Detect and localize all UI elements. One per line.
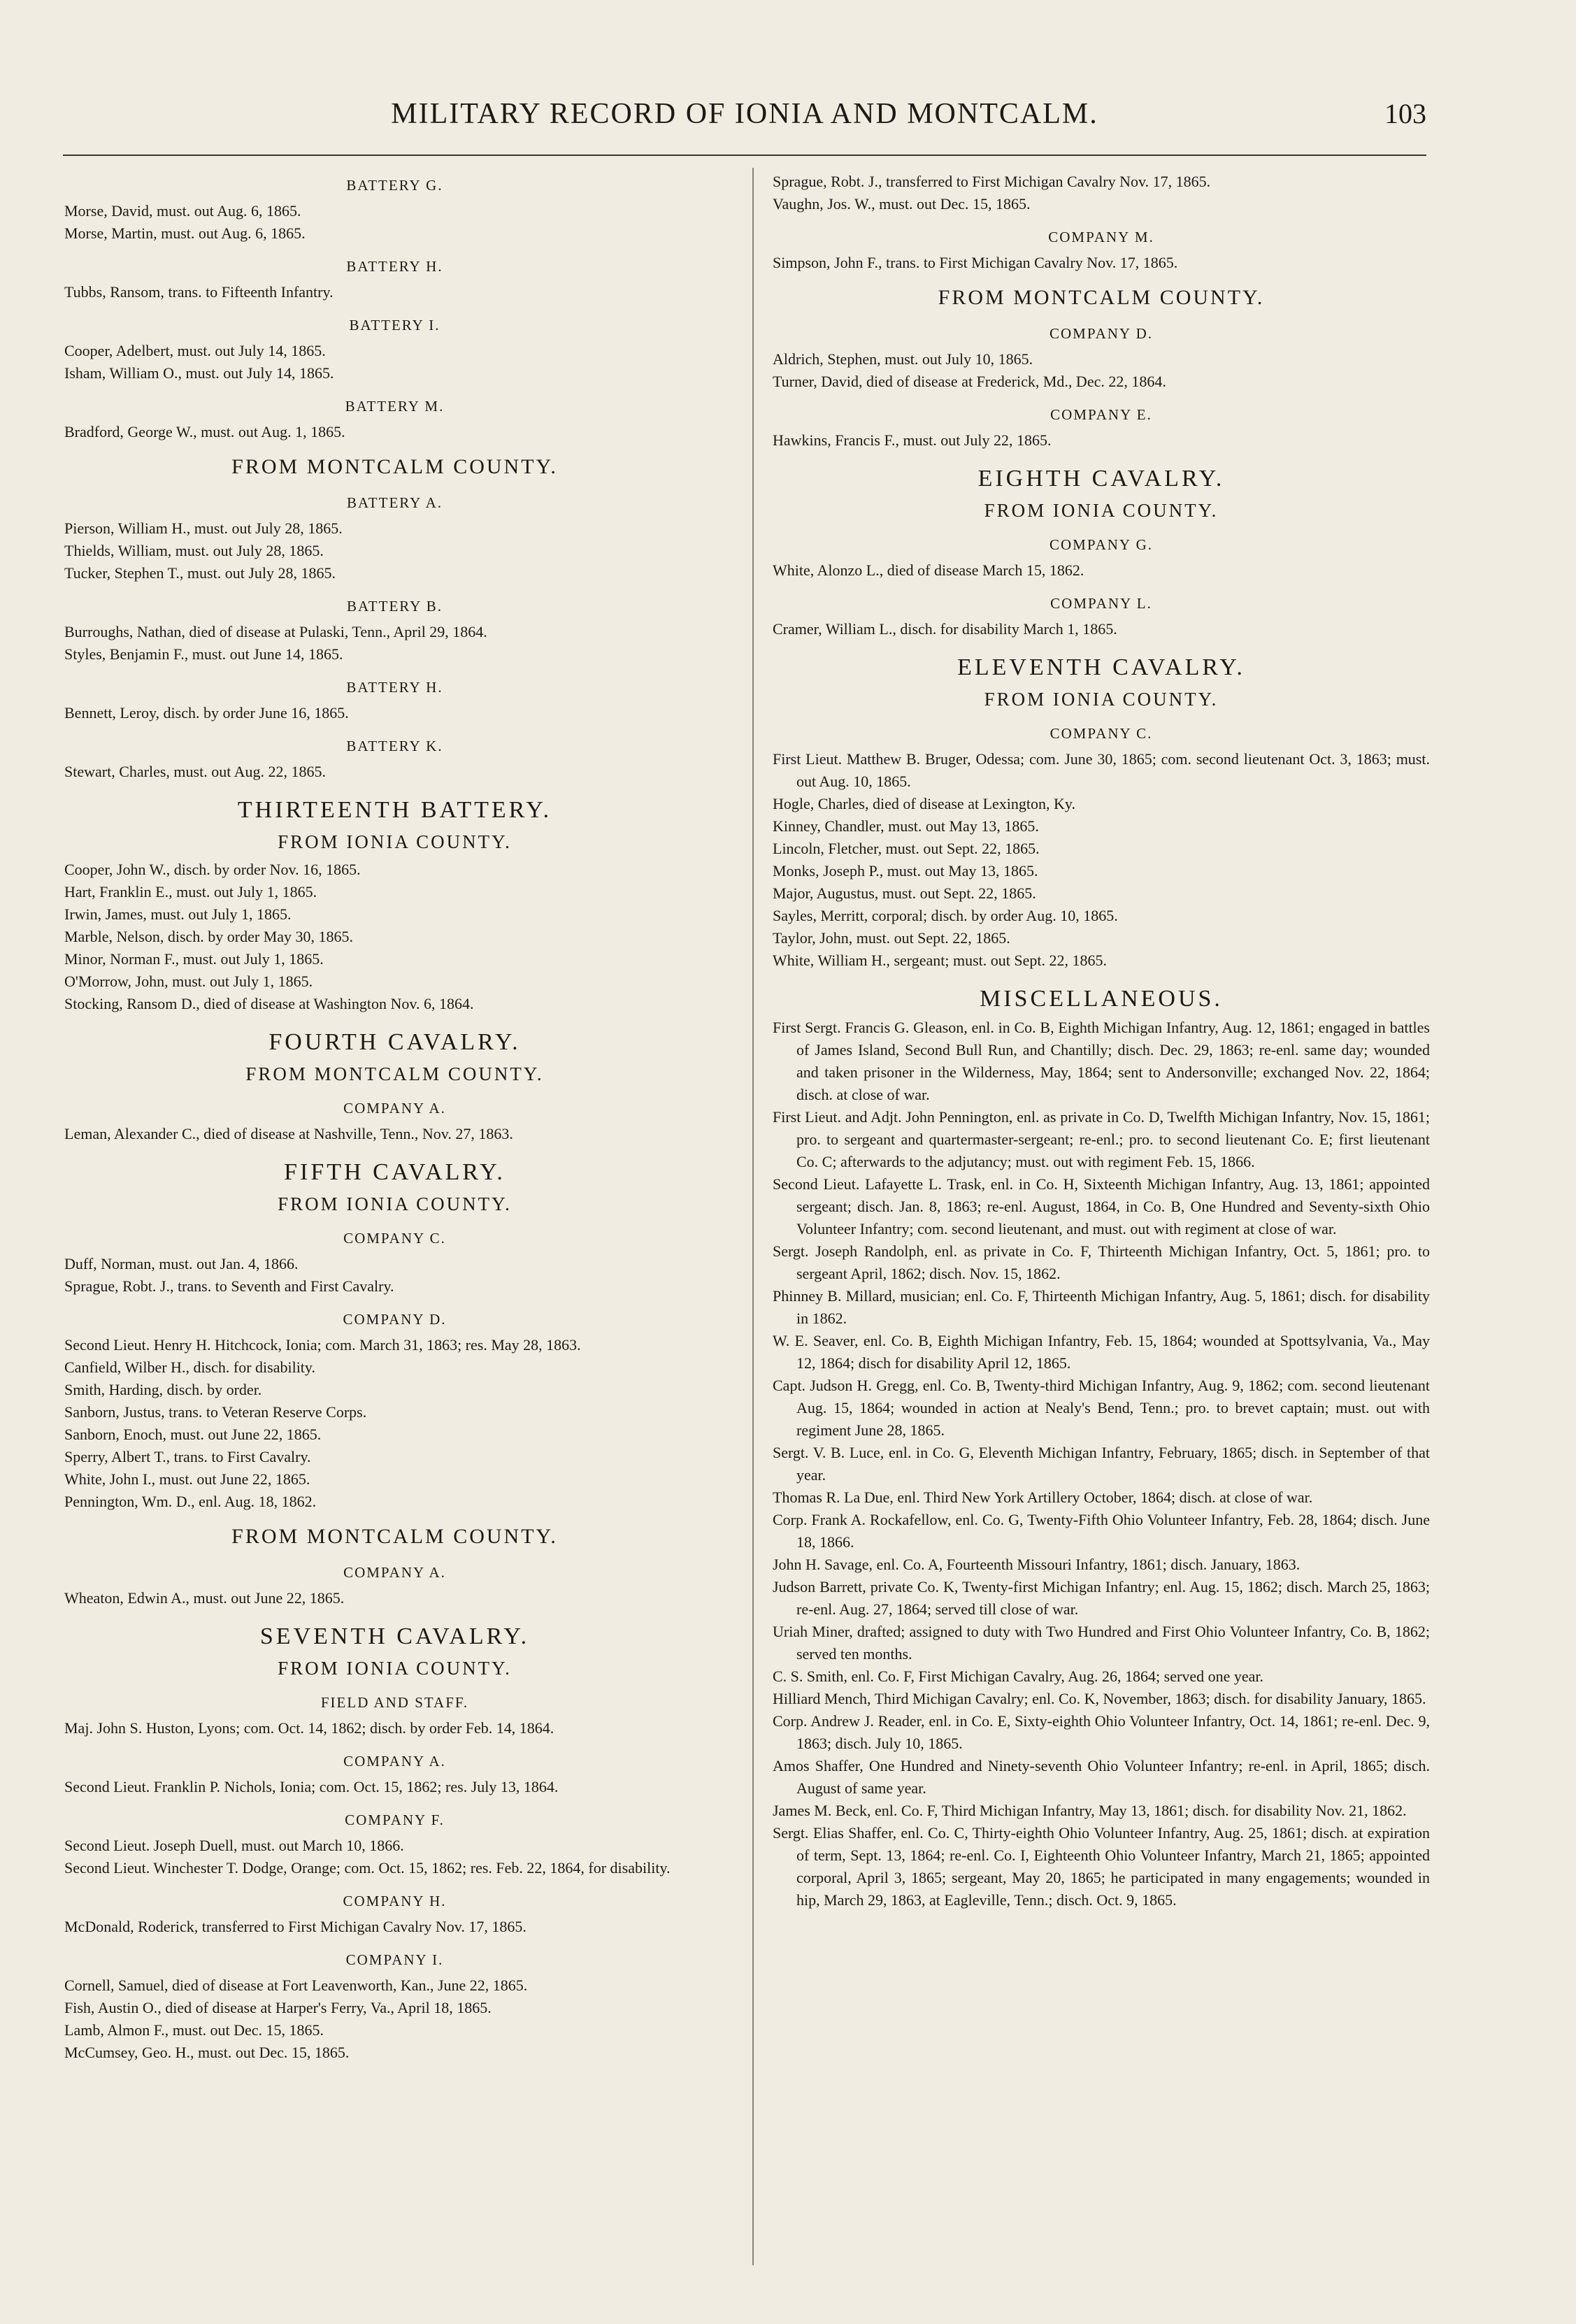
company-heading: BATTERY G. [346,177,443,194]
record-entry: Tubbs, Ransom, trans. to Fifteenth Infantry. [64,283,334,301]
company-heading: COMPANY F. [345,1812,445,1828]
record-entry: Leman, Alexander C., died of disease at Nashville, Tenn., Nov. 27, 1863. [64,1125,513,1142]
record-entry: Hawkins, Francis F., must. out July 22, 1865. [773,431,1052,449]
record-entry: Bradford, George W., must. out Aug. 1, 1865. [64,423,345,440]
company-heading: COMPANY A. [343,1564,446,1581]
county-heading: FROM MONTCALM COUNTY. [938,286,1265,309]
record-entry: Corp. Andrew J. Reader, enl. in Co. E, Sixty-eighth Ohio Volunteer Infantry, Oct. 14, 1861; re-enl. Dec. 9, 1863; disch. July 10, 1865. [773,1712,1430,1752]
company-heading: COMPANY C. [1050,725,1153,742]
record-entry: Sanborn, Enoch, must. out June 22, 1865. [64,1426,322,1443]
company-heading: COMPANY A. [343,1753,446,1770]
unit-heading: MISCELLANEOUS. [980,986,1223,1012]
record-entry: Wheaton, Edwin A., must. out June 22, 1865. [64,1589,345,1607]
company-heading: BATTERY B. [346,598,443,615]
record-entry: Thomas R. La Due, enl. Third New York Artillery October, 1864; disch. at close of war. [773,1489,1313,1506]
record-entry: McCumsey, Geo. H., must. out Dec. 15, 1865. [64,2044,350,2061]
record-entry: Canfield, Wilber H., disch. for disability. [64,1358,315,1376]
record-entry: Kinney, Chandler, must. out May 13, 1865. [773,817,1039,835]
record-entry: Isham, William O., must. out July 14, 1865. [64,364,334,382]
record-entry: Hart, Franklin E., must. out July 1, 1865. [64,883,317,901]
record-entry: Pennington, Wm. D., enl. Aug. 18, 1862. [64,1493,317,1510]
record-entry: Simpson, John F., trans. to First Michigan Cavalry Nov. 17, 1865. [773,254,1178,271]
county-heading: FROM IONIA COUNTY. [984,689,1219,710]
record-entry: Cooper, Adelbert, must. out July 14, 1865. [64,342,326,359]
company-heading: COMPANY D. [343,1311,447,1328]
record-entry: Cooper, John W., disch. by order Nov. 16, 1865. [64,861,361,878]
company-heading: COMPANY A. [343,1100,446,1117]
record-entry: Uriah Miner, drafted; assigned to duty with Two Hundred and First Ohio Volunteer Infantry, Co. B, 1862; served ten months. [773,1623,1430,1663]
record-entry: Amos Shaffer, One Hundred and Ninety-seventh Ohio Volunteer Infantry; re-enl. in April, 1865; disch. August of same year. [773,1757,1430,1797]
record-entry: W. E. Seaver, enl. Co. B, Eighth Michigan Infantry, Feb. 15, 1864; wounded at Spottsylvania, Va., May 12, 1864; disch for disability April 12, 1865. [773,1332,1430,1372]
record-entry: White, John I., must. out June 22, 1865. [64,1470,310,1488]
record-entry: Aldrich, Stephen, must. out July 10, 1865. [773,350,1033,368]
record-entry: Tucker, Stephen T., must. out July 28, 1865. [64,564,336,582]
county-heading: FROM MONTCALM COUNTY. [231,455,558,478]
record-entry: Burroughs, Nathan, died of disease at Pulaski, Tenn., April 29, 1864. [64,623,487,640]
record-entry: Monks, Joseph P., must. out May 13, 1865. [773,862,1038,880]
record-entry: Styles, Benjamin F., must. out June 14, 1865. [64,645,343,663]
record-entry: Capt. Judson H. Gregg, enl. Co. B, Twenty-third Michigan Infantry, Aug. 9, 1862; com. second lieutenant Aug. 15, 1864; wounded in action at Nealy's Bend, Tenn.; pro. to brevet captain; must. out with regiment June 28, 1865. [773,1377,1430,1439]
record-entry: Taylor, John, must. out Sept. 22, 1865. [773,929,1010,947]
record-entry: White, Alonzo L., died of disease March 15, 1862. [773,561,1084,579]
county-heading: FROM IONIA COUNTY. [278,1658,512,1679]
record-entry: Corp. Frank A. Rockafellow, enl. Co. G, Twenty-Fifth Ohio Volunteer Infantry, Feb. 28, 1864; disch. June 18, 1866. [773,1511,1430,1551]
record-entry: Stewart, Charles, must. out Aug. 22, 1865. [64,763,326,780]
company-heading: COMPANY I. [345,1951,444,1968]
left-column [64,171,725,2064]
record-entry: Morse, David, must. out Aug. 6, 1865. [64,202,301,220]
record-entry: Sayles, Merritt, corporal; disch. by order Aug. 10, 1865. [773,907,1118,924]
record-entry: Phinney B. Millard, musician; enl. Co. F, Thirteenth Michigan Infantry, Aug. 5, 1861; disch. for disability in 1862. [773,1287,1430,1327]
record-entry: Vaughn, Jos. W., must. out Dec. 15, 1865. [773,195,1031,213]
record-entry: Judson Barrett, private Co. K, Twenty-first Michigan Infantry; enl. Aug. 15, 1862; disch. March 25, 1863; re-enl. Aug. 27, 1864; served till close of war. [773,1578,1430,1618]
record-entry: Hilliard Mench, Third Michigan Cavalry; enl. Co. K, November, 1863; disch. for disability January, 1865. [773,1690,1426,1707]
company-heading: COMPANY L. [1050,595,1152,612]
company-heading: BATTERY K. [346,738,443,754]
record-entry: First Sergt. Francis G. Gleason, enl. in Co. B, Eighth Michigan Infantry, Aug. 12, 1861; engaged in battles of James Island, Second Bull Run, and Chantilly; disch. Dec. 29, 1863; re-enl. same day; wounded and taken prisoner in the Wilderness, May, 1864; sent to Andersonville; exchanged Nov. 22, 1864; disch. at close of war. [773,1019,1430,1103]
record-entry: Maj. John S. Huston, Lyons; com. Oct. 14, 1862; disch. by order Feb. 14, 1864. [64,1719,554,1737]
record-entry: Pierson, William H., must. out July 28, 1865. [64,519,343,537]
page-header [63,94,1426,143]
company-heading: BATTERY M. [345,398,445,415]
company-heading: COMPANY E. [1050,406,1152,423]
record-entry: First Lieut. Matthew B. Bruger, Odessa; com. June 30, 1865; com. second lieutenant Oct. 3, 1863; must. out Aug. 10, 1865. [773,750,1430,790]
record-entry: Second Lieut. Joseph Duell, must. out March 10, 1866. [64,1837,404,1854]
record-entry: Minor, Norman F., must. out July 1, 1865. [64,950,324,968]
record-entry: Bennett, Leroy, disch. by order June 16, 1865. [64,704,349,722]
record-entry: John H. Savage, enl. Co. A, Fourteenth Missouri Infantry, 1861; disch. January, 1863. [773,1556,1301,1573]
page-title: MILITARY RECORD OF IONIA AND MONTCALM. [391,98,1098,130]
record-entry: White, William H., sergeant; must. out Sept. 22, 1865. [773,952,1107,969]
county-heading: FROM IONIA COUNTY. [984,500,1219,521]
record-entry: Hogle, Charles, died of disease at Lexington, Ky. [773,795,1075,812]
unit-heading: SEVENTH CAVALRY. [259,1623,530,1649]
record-entry: James M. Beck, enl. Co. F, Third Michigan Infantry, May 13, 1861; disch. for disability Nov. 21, 1862. [773,1802,1407,1819]
record-entry: Second Lieut. Lafayette L. Trask, enl. in Co. H, Sixteenth Michigan Infantry, Aug. 13, 1861; appointed sergeant; disch. Jan. 8, 1863; re-enl. August, 1864, in Co. B, One Hundred and Seventy-sixth Ohio Volunteer Infantry; com. second lieutenant, and must. out with regiment at close of war. [773,1175,1430,1238]
record-entry: Lamb, Almon F., must. out Dec. 15, 1865. [64,2021,324,2039]
company-heading: COMPANY H. [343,1893,447,1909]
page-number: 103 [1384,98,1426,129]
record-entry: Major, Augustus, must. out Sept. 22, 1865. [773,884,1036,902]
unit-heading: FOURTH CAVALRY. [268,1029,521,1055]
company-heading: BATTERY H. [346,258,443,275]
record-entry: Sperry, Albert T., trans. to First Cavalry. [64,1448,311,1465]
company-heading: BATTERY A. [346,494,443,511]
company-heading: COMPANY M. [1048,229,1154,245]
record-entry: Cramer, William L., disch. for disability March 1, 1865. [773,620,1117,638]
record-entry: Sanborn, Justus, trans. to Veteran Reserve Corps. [64,1403,367,1421]
record-entry: Sprague, Robt. J., trans. to Seventh and First Cavalry. [64,1277,394,1295]
header-rule [63,155,1426,156]
record-entry: O'Morrow, John, must. out July 1, 1865. [64,973,313,990]
record-entry: McDonald, Roderick, transferred to First Michigan Cavalry Nov. 17, 1865. [64,1918,526,1935]
record-entry: Lincoln, Fletcher, must. out Sept. 22, 1865. [773,840,1040,857]
record-entry: First Lieut. and Adjt. John Pennington, enl. as private in Co. D, Twelfth Michigan Infantry, Nov. 15, 1861; pro. to sergeant and quartermaster-sergeant; re-enl.; pro. to second lieutenant Co. E; first lieutenant Co. C; afterwards to the adjutancy; must. out with regiment Feb. 15, 1866. [773,1108,1430,1170]
unit-heading: ELEVENTH CAVALRY. [957,654,1245,680]
record-entry: Thields, William, must. out July 28, 1865. [64,542,324,559]
unit-heading: FIFTH CAVALRY. [284,1159,506,1185]
company-heading: BATTERY H. [346,679,443,696]
right-column [773,171,1430,1911]
record-entry: Morse, Martin, must. out Aug. 6, 1865. [64,224,306,242]
record-entry: Smith, Harding, disch. by order. [64,1381,262,1398]
record-entry: Second Lieut. Winchester T. Dodge, Orange; com. Oct. 15, 1862; res. Feb. 22, 1864, for disability. [64,1859,671,1877]
company-heading: BATTERY I. [349,317,440,333]
record-entry: Stocking, Ransom D., died of disease at Washington Nov. 6, 1864. [64,995,474,1012]
record-entry: Marble, Nelson, disch. by order May 30, 1865. [64,928,354,945]
record-entry: Fish, Austin O., died of disease at Harper's Ferry, Va., April 18, 1865. [64,1999,492,2016]
record-entry: Sergt. V. B. Luce, enl. in Co. G, Eleventh Michigan Infantry, February, 1865; disch. in September of that year. [773,1444,1430,1484]
column-divider [752,168,754,2265]
county-heading: FROM IONIA COUNTY. [278,831,512,852]
unit-heading: THIRTEENTH BATTERY. [237,797,552,823]
unit-heading: EIGHTH CAVALRY. [977,466,1225,492]
record-entry: Duff, Norman, must. out Jan. 4, 1866. [64,1255,299,1272]
record-entry: Sergt. Joseph Randolph, enl. as private in Co. F, Thirteenth Michigan Infantry, Oct. 5, 1861; pro. to sergeant April, 1862; disch. Nov. 15, 1862. [773,1242,1430,1282]
company-heading: COMPANY D. [1050,325,1153,342]
county-heading: FROM MONTCALM COUNTY. [231,1525,558,1548]
record-entry: Irwin, James, must. out July 1, 1865. [64,905,292,923]
record-entry: Sprague, Robt. J., transferred to First Michigan Cavalry Nov. 17, 1865. [773,173,1211,190]
record-entry: Second Lieut. Henry H. Hitchcock, Ionia; com. March 31, 1863; res. May 28, 1863. [64,1336,581,1354]
company-heading: COMPANY C. [343,1230,446,1247]
record-entry: C. S. Smith, enl. Co. F, First Michigan Cavalry, Aug. 26, 1864; served one year. [773,1667,1263,1685]
county-heading: FROM IONIA COUNTY. [278,1193,512,1214]
company-heading: FIELD AND STAFF. [320,1694,469,1711]
record-entry: Sergt. Elias Shaffer, enl. Co. C, Thirty-eighth Ohio Volunteer Infantry, Aug. 25, 1861; disch. at expiration of term, Sept. 13, 1864; re-enl. Co. I, Eighteenth Ohio Volunteer Infantry, March 21, 1865; appointed corporal, April 3, 1865; sergeant, May 20, 1865; he participated in many engagements; wounded in hip, March 29, 1863, at Eagleville, Tenn.; disch. Oct. 9, 1865. [773,1824,1430,1909]
record-entry: Turner, David, died of disease at Frederick, Md., Dec. 22, 1864. [773,373,1166,390]
county-heading: FROM MONTCALM COUNTY. [245,1063,544,1084]
record-entry: Second Lieut. Franklin P. Nichols, Ionia; com. Oct. 15, 1862; res. July 13, 1864. [64,1778,559,1795]
record-entry: Cornell, Samuel, died of disease at Fort Leavenworth, Kan., June 22, 1865. [64,1977,528,1994]
company-heading: COMPANY G. [1050,536,1153,553]
